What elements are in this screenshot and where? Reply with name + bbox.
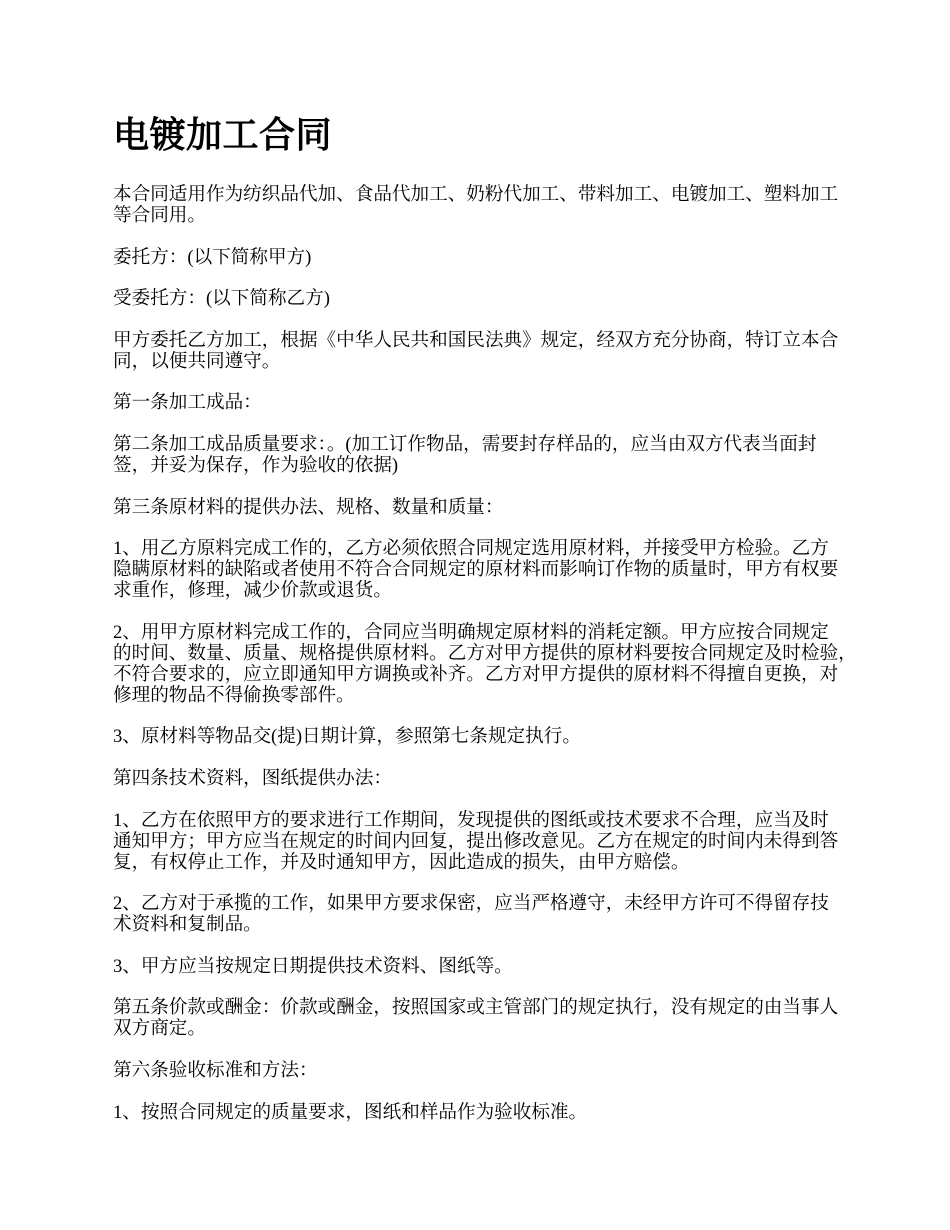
text-line: 第六条验收标准和方法： (113, 1059, 318, 1081)
text-line: 术资料和复制品。 (113, 914, 262, 936)
text-line: 2、用甲方原材料完成工作的，合同应当明确规定原材料的消耗定额。甲方应按合同规定 (113, 621, 829, 643)
text-line: 3、原材料等物品交(提)日期计算，参照第七条规定执行。 (113, 726, 581, 748)
text-line: 第四条技术资料，图纸提供办法： (113, 767, 392, 789)
paragraph (113, 497, 853, 518)
paragraph (113, 184, 853, 226)
text-line: 1、乙方在依照甲方的要求进行工作期间，发现提供的图纸或技术要求不合理，应当及时 (113, 809, 829, 831)
text-line: 隐瞒原材料的缺陷或者使用不符合合同规定的原材料而影响订作物的质量时，甲方有权要 (113, 559, 839, 581)
text-line: 不符合要求的，应立即通知甲方调换或补齐。乙方对甲方提供的原材料不得擅自更换，对 (113, 663, 839, 685)
paragraph (113, 1060, 853, 1081)
paragraph (113, 288, 853, 309)
document-title: 电镀加工合同 (113, 115, 333, 155)
paragraph (113, 392, 853, 413)
paragraph (113, 956, 853, 977)
text-line: 第一条加工成品： (113, 392, 262, 414)
text-line: 第三条原材料的提供办法、规格、数量和质量： (113, 496, 504, 518)
text-line: 同，以便共同遵守。 (113, 350, 281, 372)
text-line: 1、用乙方原料完成工作的，乙方必须依照合同规定选用原材料，并接受甲方检验。乙方 (113, 538, 829, 560)
text-line: 3、甲方应当按规定日期提供技术资料、图纸等。 (113, 955, 513, 977)
paragraph (113, 997, 853, 1039)
text-line: 甲方委托乙方加工，根据《中华人民共和国民法典》规定，经双方充分协商，特订立本合 (113, 329, 839, 351)
paragraph (113, 726, 853, 747)
paragraph (113, 768, 853, 789)
text-line: 复，有权停止工作，并及时通知甲方，因此造成的损失，由甲方赔偿。 (113, 851, 690, 873)
text-line: 2、乙方对于承揽的工作，如果甲方要求保密，应当严格遵守，未经甲方许可不得留存技 (113, 893, 829, 915)
paragraph (113, 621, 857, 706)
text-line: 修理的物品不得偷换零部件。 (113, 684, 355, 706)
paragraph (113, 330, 853, 372)
document-page (113, 112, 857, 1143)
text-line: 签，并妥为保存，作为验收的依据) (113, 454, 399, 476)
text-line: 本合同适用作为纺织品代加、食品代加工、奶粉代加工、带料加工、电镀加工、塑料加工 (113, 184, 839, 205)
paragraph (113, 434, 853, 476)
text-line: 第五条价款或酬金：价款或酬金，按照国家或主管部门的规定执行，没有规定的由当事人 (113, 997, 839, 1019)
text-line: 1、按照合同规定的质量要求，图纸和样品作为验收标准。 (113, 1101, 588, 1123)
paragraph (113, 810, 853, 873)
text-line: 双方商定。 (113, 1018, 206, 1040)
text-line: 通知甲方；甲方应当在规定的时间内回复，提出修改意见。乙方在规定的时间内未得到答 (113, 830, 839, 852)
paragraph (113, 1102, 853, 1123)
text-line: 受委托方：(以下简称乙方) (113, 288, 330, 310)
text-line: 等合同用。 (113, 205, 206, 226)
paragraph (113, 538, 853, 601)
paragraph (113, 893, 853, 935)
paragraph (113, 247, 853, 268)
text-line: 求重作，修理，减少价款或退货。 (113, 580, 392, 602)
text-line: 的时间、数量、质量、规格提供原材料。乙方对甲方提供的原材料要按合同规定及时检验， (113, 642, 857, 664)
text-line: 委托方：(以下简称甲方) (113, 246, 312, 268)
document-body (113, 184, 857, 1123)
text-line: 第二条加工成品质量要求：。(加工订作物品，需要封存样品的，应当由双方代表当面封 (113, 433, 817, 455)
